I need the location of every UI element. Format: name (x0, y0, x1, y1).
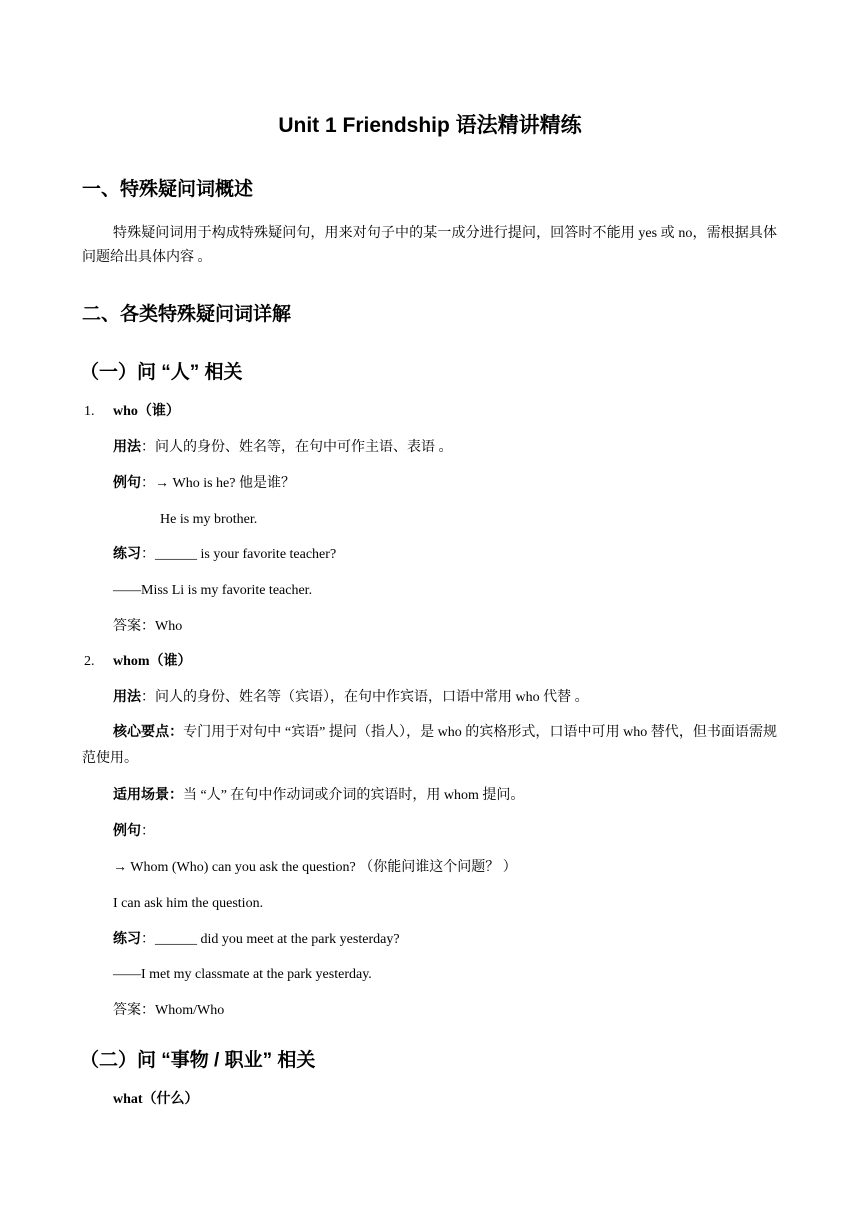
whom-practice-reply: ——I met my classmate at the park yesterday. (113, 967, 372, 982)
practice-label: 练习 (113, 547, 141, 562)
word-what: what（什么） (113, 1092, 199, 1107)
example-label: 例句 (113, 824, 141, 839)
whom-answer: 答案：Whom/Who (113, 1003, 225, 1018)
usage-label: 用法 (113, 690, 141, 705)
who-answer: 答案：Who (113, 619, 183, 634)
who-example (113, 474, 783, 494)
whom-usage (113, 688, 783, 708)
list-number: 2. (84, 654, 95, 669)
overview-paragraph: 特殊疑问词用于构成特殊疑问句，用来对句子中的某一成分进行提问，回答时不能用 yes 或 no，需根据具体问题给出具体内容 。 (82, 226, 777, 265)
whom-example-text: → Whom (Who) can you ask the question? （你能问谁这个问题？ ） (113, 860, 517, 875)
page-title: Unit 1 Friendship 语法精讲精练 (278, 114, 582, 137)
whom-practice (113, 930, 783, 950)
usage-text: ：问人的身份、姓名等，在句中可作主语、表语 。 (141, 440, 453, 455)
practice-text: ：______ is your favorite teacher? (141, 547, 337, 562)
whom-key-point (82, 720, 777, 772)
section-heading-details: 二、各类特殊疑问词详解 (82, 304, 292, 325)
who-example-answer: He is my brother. (160, 512, 258, 527)
list-number: 1. (84, 404, 95, 419)
key-text: 专门用于对句中 “宾语” 提问（指人），是 who 的宾格形式，口语中可用 who 替代，但书面语需规范使用。 (82, 725, 777, 766)
practice-text: ：______ did you meet at the park yesterday? (141, 932, 400, 947)
who-usage (113, 438, 783, 458)
subsection-heading-things: （二）问 “事物 / 职业” 相关 (80, 1050, 316, 1071)
whom-example-heading (113, 822, 783, 842)
word-who: who（谁） (113, 404, 180, 419)
example-label: 例句 (113, 476, 141, 491)
section-heading-overview: 一、特殊疑问词概述 (82, 179, 254, 200)
who-practice (113, 545, 783, 565)
key-label: 核心要点： (113, 725, 184, 740)
scene-text: 当 “人” 在句中作动词或介词的宾语时，用 whom 提问。 (183, 788, 525, 803)
whom-example-answer: I can ask him the question. (113, 896, 264, 911)
whom-scene (113, 786, 783, 806)
example-text: ：→ Who is he? 他是谁？ (141, 476, 295, 491)
scene-label: 适用场景： (113, 788, 183, 803)
subsection-heading-person: （一）问 “人” 相关 (80, 362, 243, 383)
word-whom: whom（谁） (113, 654, 192, 669)
example-colon: ： (141, 824, 155, 839)
practice-label: 练习 (113, 932, 141, 947)
usage-label: 用法 (113, 440, 141, 455)
usage-text: ：问人的身份、姓名等（宾语），在句中作宾语，口语中常用 who 代替 。 (141, 690, 589, 705)
who-practice-reply: ——Miss Li is my favorite teacher. (113, 583, 313, 598)
